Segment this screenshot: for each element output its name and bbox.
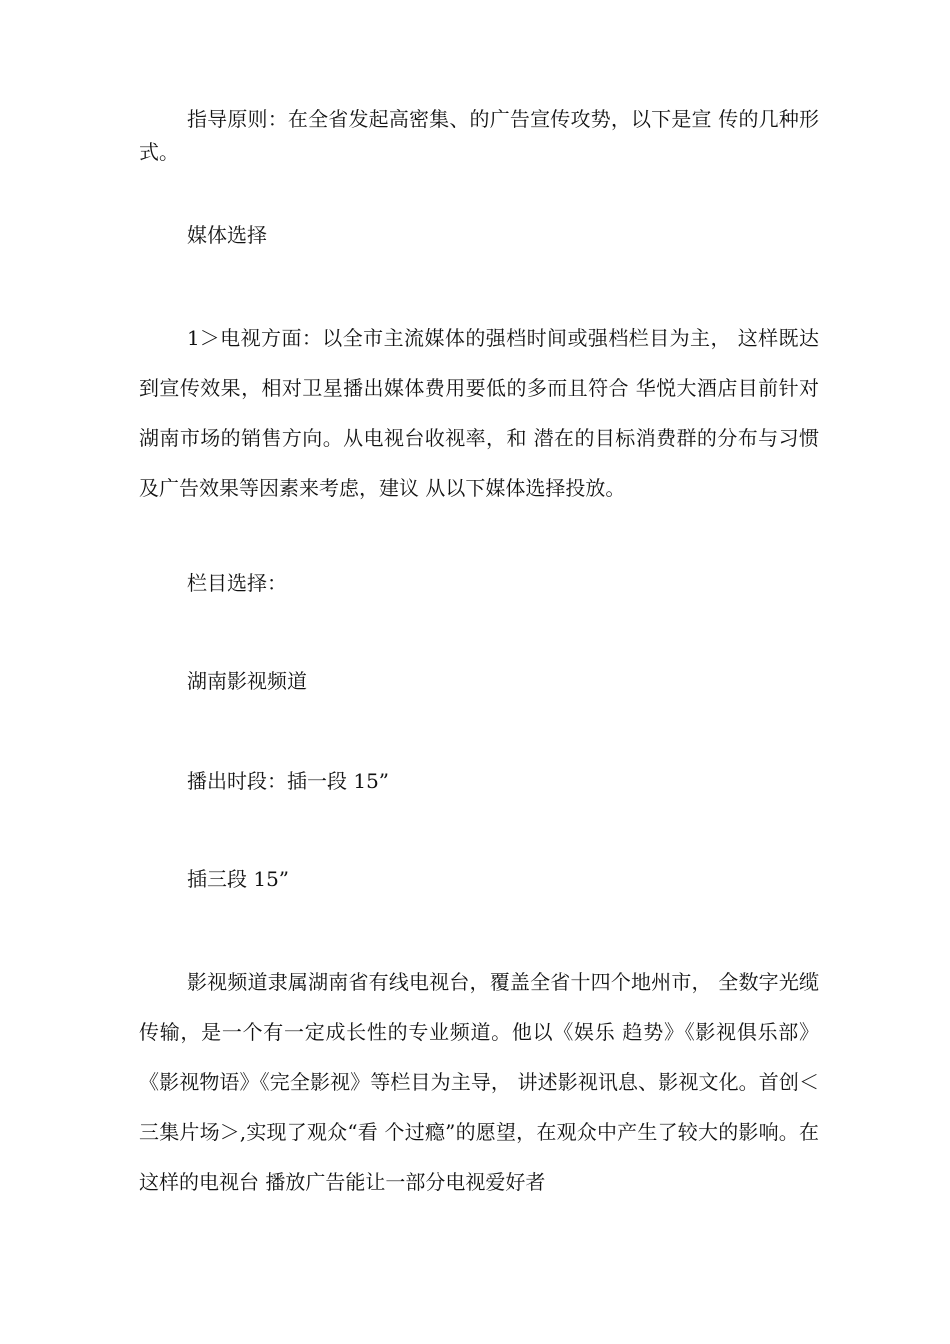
heading-program-selection: 栏目选择： bbox=[187, 571, 287, 595]
heading-media-selection: 媒体选择 bbox=[187, 223, 267, 247]
broadcast-slot-1: 播出时段：插一段 15” bbox=[187, 769, 390, 793]
paragraph-guiding-principle: 指导原则：在全省发起高密集、的广告宣传攻势，以下是宣 传的几种形式。 bbox=[139, 107, 819, 164]
paragraph-tv-aspect: 1＞电视方面：以全市主流媒体的强档时间或强档栏目为主， 这样既达到宣传效果，相对卫星播出媒体费用要低的多而且符合 华悦大酒店目前针对湖南市场的销售方向。从电视台收视率，和 潜在的目标消费群的分布与习惯及广告效果等因素来考虑，建议 从以下媒体选择投放。 bbox=[139, 326, 819, 500]
channel-name: 湖南影视频道 bbox=[187, 669, 307, 693]
broadcast-slot-3: 插三段 15” bbox=[187, 867, 290, 891]
paragraph-channel-description: 影视频道隶属湖南省有线电视台，覆盖全省十四个地州市， 全数字光缆传输，是一个有一定成长性的专业频道。他以《娱乐 趋势》《影视俱乐部》《影视物语》《完全影视》等栏目为主导， 讲述影视讯息、影视文化。首创＜三集片场＞,实现了观众“看 个过瘾”的愿望，在观众中产生了较大的影响。在这样的电视台 播放广告能让一部分电视爱好者 bbox=[139, 970, 819, 1194]
